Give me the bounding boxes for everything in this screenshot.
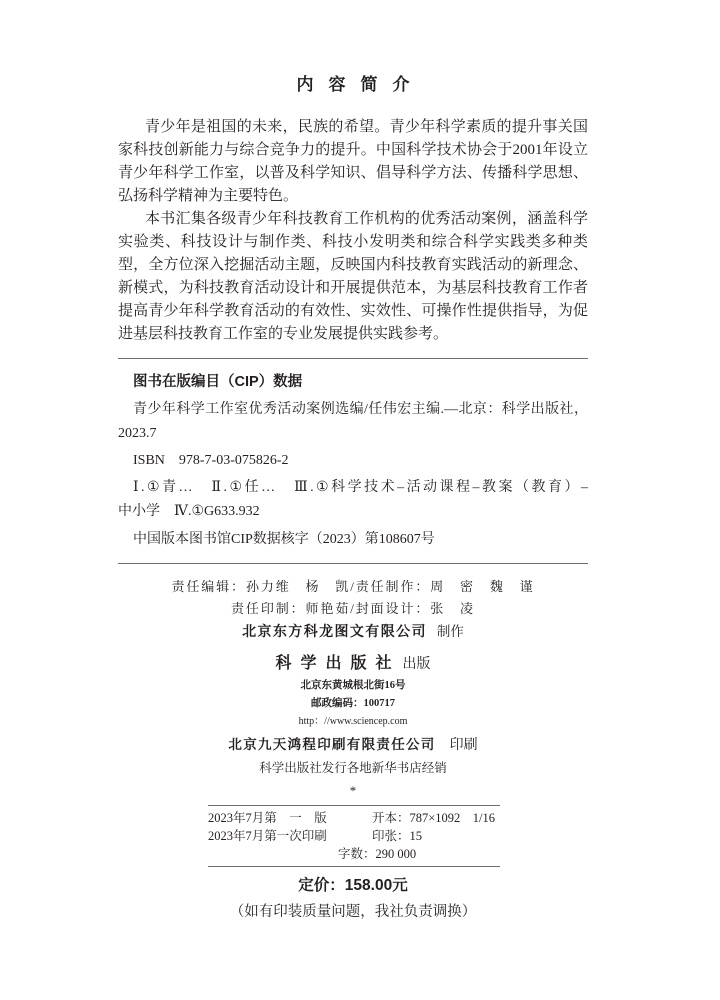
word-count: 字数：290 000 <box>338 847 417 861</box>
summary-line: 实验类、科技设计与制作类、科技小发明类和综合科学实践类多种类 <box>118 234 588 250</box>
divider <box>208 866 500 867</box>
summary-heading: 内容简介 <box>296 75 425 94</box>
summary-line: 青少年科学工作室，以普及科学知识、倡导科学方法、传播科学思想、 <box>118 165 588 181</box>
quality-note: （如有印装质量问题，我社负责调换） <box>229 904 477 920</box>
cip-title-line: 2023.7 <box>118 426 157 441</box>
summary-line: 家科技创新能力与综合竞争力的提升。中国科学技术协会于2001年设立 <box>118 142 588 158</box>
publisher-website: http：//www.sciencep.com <box>298 716 408 727</box>
publisher-line <box>0 654 706 675</box>
summary-line: 提高青少年科学教育活动的有效性、实效性、可操作性提供指导，为促 <box>118 303 588 319</box>
producer-role: 制作 <box>436 624 464 639</box>
distribution-line: 科学出版社发行各地新华书店经销 <box>259 761 447 775</box>
publisher-role: 出版 <box>402 657 431 672</box>
printer-role: 印刷 <box>449 738 478 753</box>
cip-subject-line: 中小学 Ⅳ.①G633.932 <box>118 504 260 519</box>
cip-record-number: 中国版本图书馆CIP数据核字（2023）第108607号 <box>133 532 435 547</box>
price-label: 定价：158.00元 <box>298 877 408 894</box>
editors-credit: 责任编辑：孙力维 杨 凯/责任制作：周 密 魏 谨 <box>171 579 535 594</box>
separator-asterisk: * <box>349 783 357 798</box>
book-format: 开本：787×1092 1/16 <box>372 811 496 825</box>
divider <box>118 358 588 359</box>
publisher-postcode: 邮政编码：100717 <box>311 698 395 709</box>
summary-line: 弘扬科学精神为主要特色。 <box>118 188 299 204</box>
printing-cover-credit: 责任印制：师艳茹/封面设计：张 凌 <box>231 601 475 616</box>
printed-sheets: 印张：15 <box>372 829 423 843</box>
printer-name: 北京九天鸿程印刷有限责任公司 <box>228 737 436 752</box>
summary-line: 型，全方位深入挖掘活动主题，反映国内科技教育实践活动的新理念、 <box>118 257 588 273</box>
printer-line <box>0 735 706 756</box>
summary-line: 青少年是祖国的未来，民族的希望。青少年科学素质的提升事关国 <box>145 119 588 135</box>
producer-name: 北京东方科龙图文有限公司 <box>242 625 427 640</box>
summary-line: 新模式，为科技教育活动设计和开展提供范本，为基层科技教育工作者 <box>118 280 588 296</box>
divider <box>208 805 500 806</box>
cip-isbn: ISBN 978-7-03-075826-2 <box>133 453 289 468</box>
first-printing: 2023年7月第一次印刷 <box>208 829 327 843</box>
publisher-address: 北京东黄城根北街16号 <box>300 680 406 691</box>
cip-subject-line: Ⅰ.①青… Ⅱ.①任… Ⅲ.①科学技术–活动课程–教案（教育）– <box>133 480 588 495</box>
producer-line <box>0 622 706 643</box>
cip-heading: 图书在版编目（CIP）数据 <box>133 374 303 390</box>
summary-line: 进基层科技教育工作室的专业发展提供实践参考。 <box>118 326 449 342</box>
first-edition: 2023年7月第 一 版 <box>208 811 327 825</box>
summary-line: 本书汇集各级青少年科技教育工作机构的优秀活动案例，涵盖科学 <box>145 211 588 227</box>
divider <box>118 563 588 564</box>
publisher-name: 科学出版社 <box>275 655 401 672</box>
cip-title-line: 青少年科学工作室优秀活动案例选编/任伟宏主编.—北京：科学出版社， <box>133 402 588 417</box>
